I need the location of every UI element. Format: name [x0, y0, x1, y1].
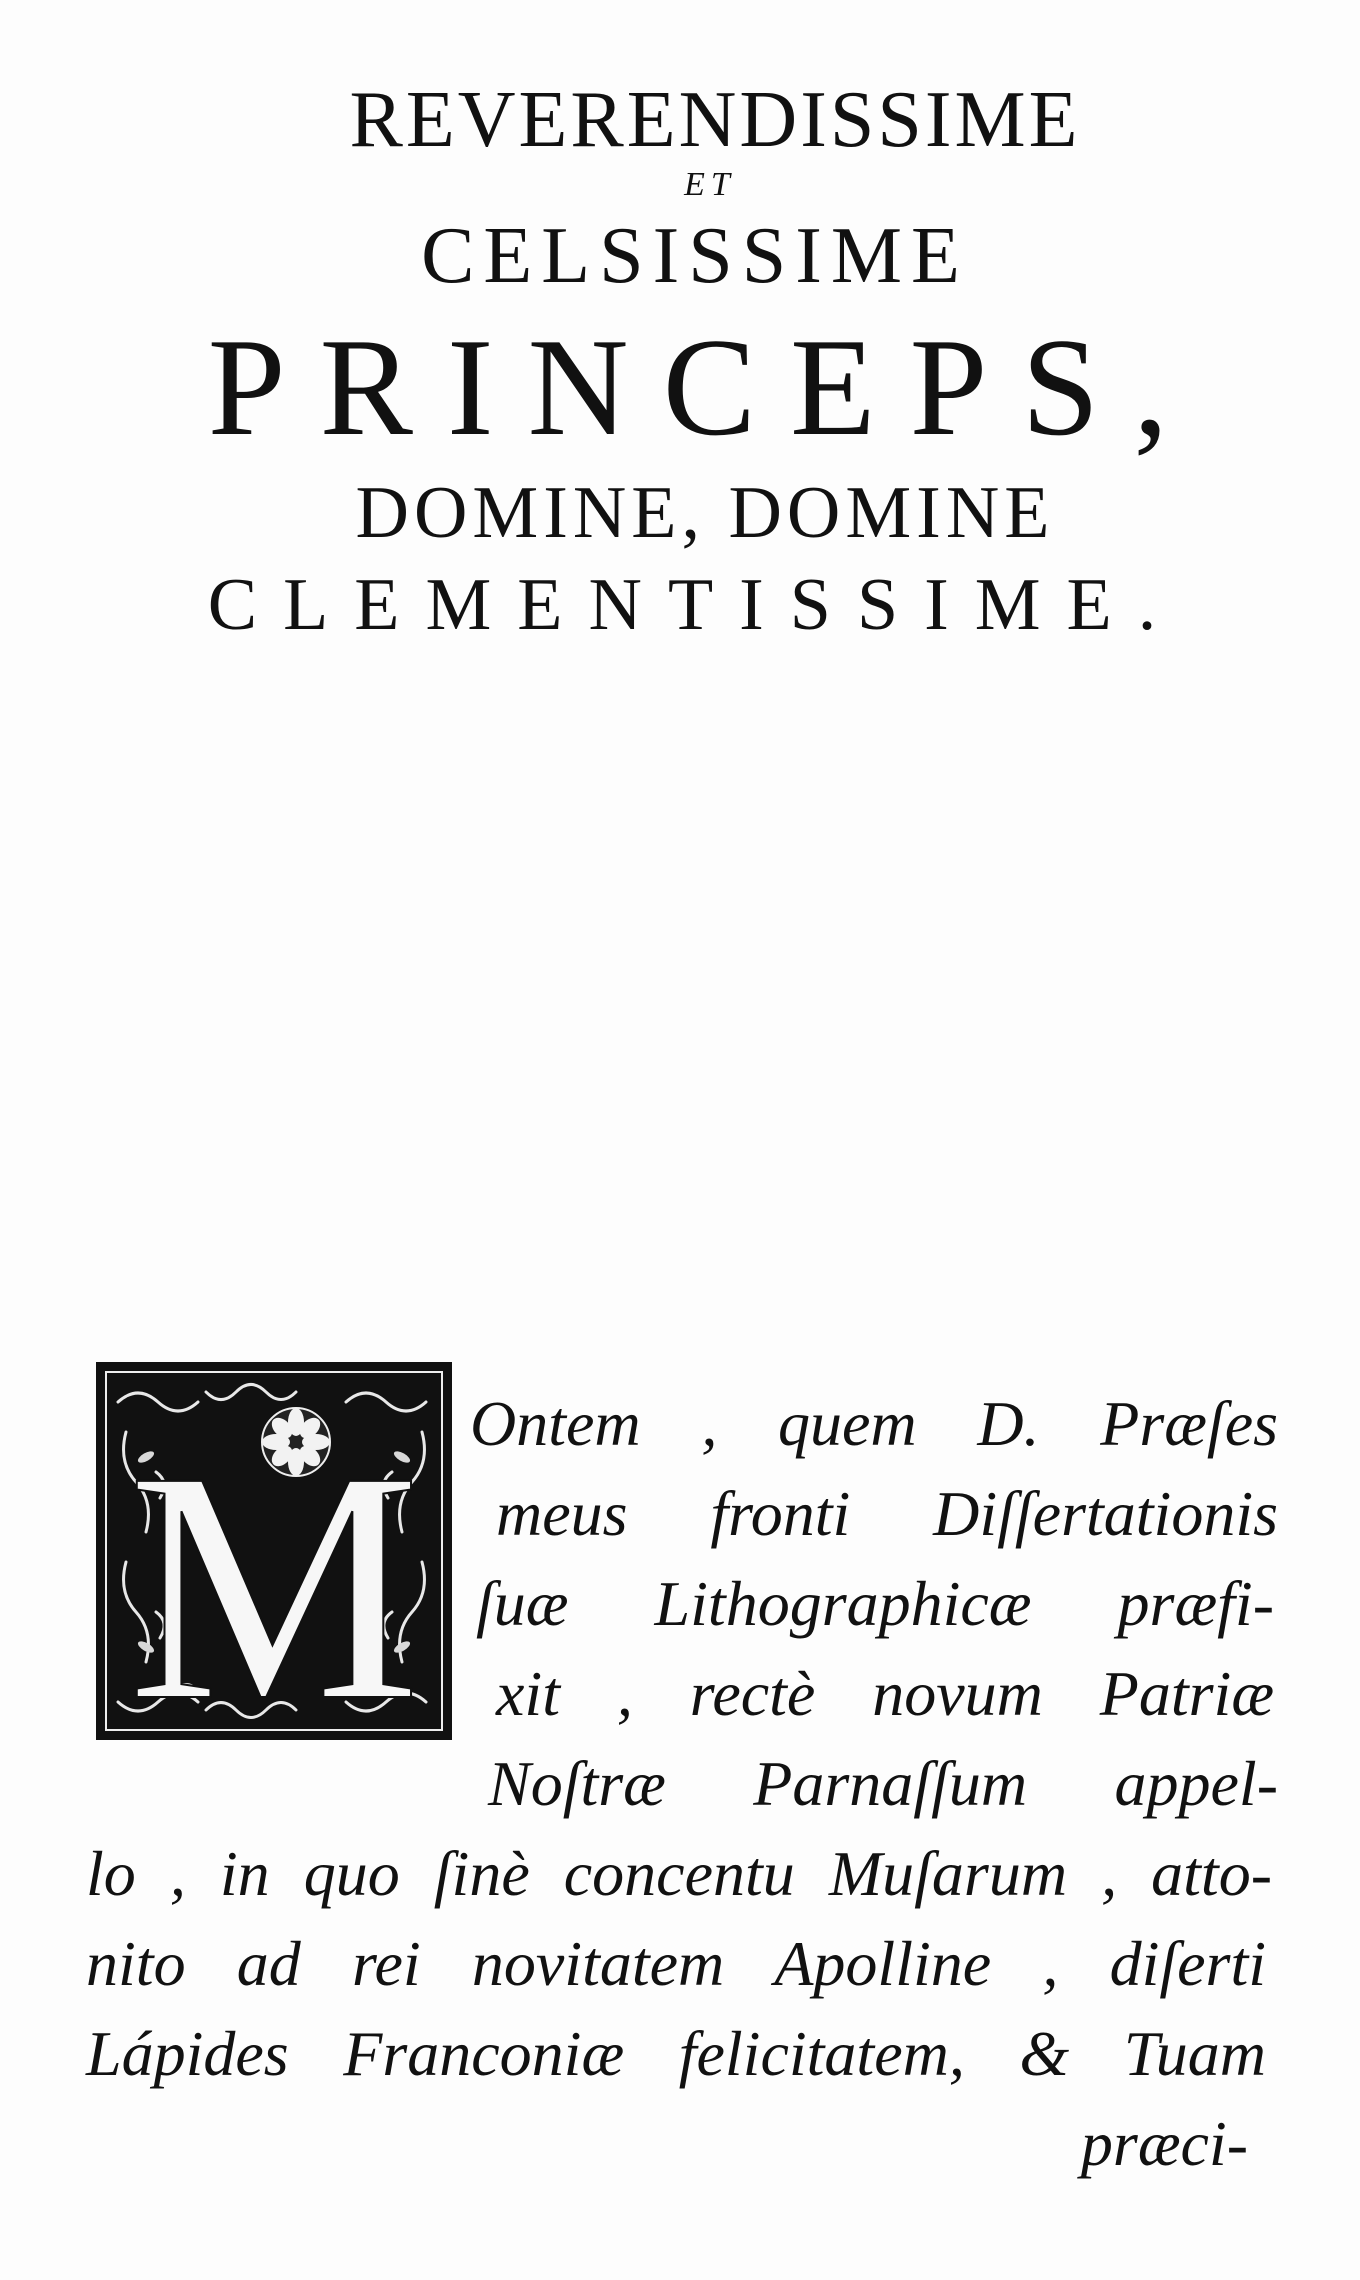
text-line-7: nito ad rei novitatem Apolline , diſerti [86, 1928, 1266, 1999]
title-line-domine: DOMINE, DOMINE [355, 472, 1055, 554]
text-line-4: xit , rectè novum Patriæ [496, 1658, 1274, 1729]
title-line-celsissime: CELSISSIME [421, 212, 969, 300]
initial-letter: M [127, 1404, 421, 1740]
text-line-2: meus fronti Diſſertationis [496, 1478, 1278, 1549]
text-line-1: Ontem , quem D. Præſes [470, 1388, 1278, 1459]
text-line-3: ſuæ Lithographicæ præfi- [476, 1568, 1274, 1639]
title-line-princeps: PRINCEPS, [207, 310, 1203, 465]
title-line-clementissime: CLEMENTISSIME. [207, 564, 1183, 646]
text-line-5: Noſtræ Parnaſſum appel- [488, 1748, 1278, 1819]
text-line-6: lo , in quo ſinè concentu Muſarum , atto- [86, 1838, 1272, 1909]
text-line-8: Lápides Franconiæ felicitatem, & Tuam [86, 2018, 1266, 2089]
title-line-et: ET [684, 166, 736, 203]
title-line-reverendissime: REVERENDISSIME [349, 76, 1081, 164]
catchword: præci- [1080, 2108, 1248, 2179]
